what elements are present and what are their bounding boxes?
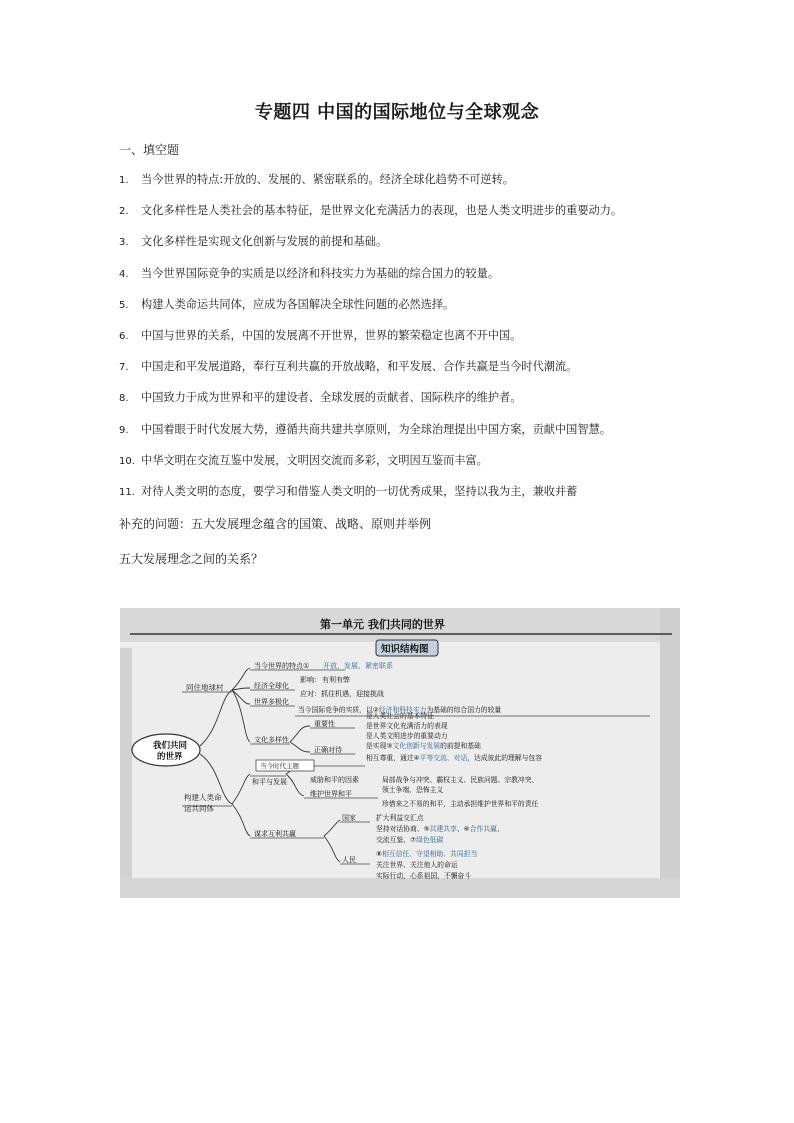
item-number: 8.	[119, 393, 129, 405]
response-text: 应对：抓住机遇，迎接挑战	[300, 690, 384, 698]
correct-1-prefix: 是实现③	[366, 742, 393, 750]
item-text: 中国着眼于时代发展大势，遵循共商共建共享原则，为全球治理提出中国方案，贡献中国智慧。	[141, 422, 611, 436]
importance-3: 是人类文明进步的重要动力	[366, 732, 448, 740]
branch-community-line1: 构建人类命	[184, 793, 222, 802]
competition-suffix: 为基础的综合国力的较量	[426, 706, 502, 714]
multipolar-node: 世界多极化	[254, 698, 289, 706]
item-number: 3.	[119, 237, 129, 249]
svg-text:是实现③文化创新与发展的前提和基础	[366, 741, 481, 750]
nation-3-prefix: 交流互鉴、⑦	[376, 836, 417, 844]
item-number: 9.	[119, 424, 129, 436]
branch-global-village: 同住地球村	[186, 683, 224, 692]
item-number: 6.	[119, 330, 129, 342]
people-1-answer: 相互信任、守望相助、共同担当	[382, 850, 478, 858]
influence-label: 影响：	[300, 676, 321, 684]
item-text: 中国走和平发展道路，奉行互利共赢的开放战略，和平发展、合作共赢是当今时代潮流。	[141, 360, 578, 374]
list-item	[119, 172, 679, 203]
item-text: 当今世界的特点:开放的、发展的、紧密联系的。经济全球化趋势不可逆转。	[141, 173, 514, 186]
nation-2-mid: 、⑥	[456, 825, 470, 833]
nation-2-answer-a: 共建共享	[429, 825, 457, 833]
importance-node: 重要性	[314, 720, 335, 728]
nation-2-answer-b: 合作共赢	[469, 825, 497, 833]
maintain-peace-node: 维护世界和平	[310, 790, 352, 798]
item-number: 5.	[119, 299, 129, 311]
unit-title: 第一单元 我们共同的世界	[320, 618, 445, 631]
world-features-answer: 开放、发展、紧密联系	[323, 662, 393, 670]
threat-node: 威胁和平的因素	[310, 776, 359, 784]
list-item	[119, 297, 679, 328]
structure-banner: 知识结构图	[381, 644, 429, 655]
supplement-question: 补充的问题：五大发展理念蕴含的国策、战略、原则并举例	[119, 517, 432, 531]
knowledge-map-photo	[120, 608, 680, 898]
item-number: 7.	[119, 362, 129, 374]
nation-1: 扩大利益交汇点	[376, 814, 424, 822]
list-item	[119, 328, 679, 359]
nation-2-prefix: 坚持对话协商、⑤	[376, 825, 430, 833]
correct-1-answer: 文化创新与发展	[392, 742, 441, 750]
item-text: 文化多样性是实现文化创新与发展的前提和基础。	[141, 235, 388, 249]
item-number: 10.	[119, 455, 135, 467]
nation-3-answer: 绿色低碳	[416, 836, 444, 844]
nation-node: 国家	[342, 814, 356, 822]
root-node-line1: 我们共同	[153, 741, 188, 751]
mutual-benefit-node: 谋求互利共赢	[254, 830, 296, 838]
world-features-label: 当今世界的特点①	[254, 662, 310, 670]
list-item	[119, 422, 679, 453]
list-item	[119, 234, 679, 265]
correct-2-suffix: ，达成彼此的理解与包容	[467, 754, 543, 762]
section-heading: 一、填空题	[119, 143, 180, 157]
item-number: 11.	[119, 486, 135, 498]
svg-text:⑧相互信任、守望相助、共同担当	[376, 849, 477, 858]
item-number: 1.	[119, 175, 129, 186]
competition-answer: 经济和科技实力	[378, 706, 427, 714]
item-text: 中华文明在交流互鉴中发展，文明因交流而多彩，文明因互鉴而丰富。	[141, 453, 488, 467]
item-text: 当今世界国际竞争的实质是以经济和科技实力为基础的综合国力的较量。	[141, 266, 500, 280]
influence-answer: 有利有弊	[322, 676, 350, 684]
item-text: 中国与世界的关系，中国的发展离不开世界，世界的繁荣稳定也离不开中国。	[141, 328, 522, 342]
list-item	[119, 359, 679, 390]
list-item	[119, 453, 679, 484]
list-item	[119, 203, 679, 234]
maintain-peace-text: 珍惜来之不易的和平，主动承担维护世界和平的责任	[382, 800, 539, 808]
peace-development-node: 和平与发展	[252, 778, 287, 786]
threat-text-1: 局部战争与冲突、霸权主义、民族问题、宗教冲突、	[382, 776, 539, 784]
correct-2-answer: 平等交流、对话	[419, 754, 468, 762]
importance-1: 是人类社会的基本特征	[366, 712, 434, 720]
item-text: 中国致力于成为世界和平的建设者、全球发展的贡献者、国际秩序的维护者。	[141, 391, 522, 405]
page-title: 专题四 中国的国际地位与全球观念	[254, 102, 540, 123]
list-item	[119, 484, 679, 515]
relationship-question: 五大发展理念之间的关系？	[119, 552, 264, 566]
people-3: 实际行动，心系祖国，不懈奋斗	[376, 872, 472, 880]
svg-text:相互尊重，通过④平等交流、对话，达成彼此的理解与包容	[366, 753, 542, 763]
item-text: 对待人类文明的态度，要学习和借鉴人类文明的一切优秀成果，坚持以我为主，兼收并蓄	[141, 484, 578, 498]
svg-text:坚持对话协商、⑤共建共享、⑥合作共赢、	[376, 824, 504, 833]
diversity-node: 文化多样性	[254, 736, 289, 744]
competition-prefix: 当今国际竞争的实质，以②	[298, 706, 379, 714]
item-number: 4.	[119, 268, 129, 280]
branch-community-line2: 运共同体	[184, 804, 214, 813]
people-2: 关注世界、关注他人的命运	[376, 861, 458, 869]
root-node-line2: 的世界	[157, 752, 183, 762]
list-item	[119, 390, 679, 421]
correct-2-prefix: 相互尊重，通过④	[366, 754, 420, 762]
people-1-prefix: ⑧	[376, 850, 383, 858]
svg-text:交流互鉴、⑦绿色低碳	[376, 835, 443, 844]
theme-box: 当今时代主题	[260, 762, 299, 770]
globalization-node: 经济全球化	[254, 682, 289, 690]
item-text: 文化多样性是人类社会的基本特征，是世界文化充满活力的表现，也是人类文明进步的重要动力。	[141, 204, 623, 218]
item-text: 构建人类命运共同体，应成为各国解决全球性问题的必然选择。	[141, 297, 455, 311]
correct-1-suffix: 的前提和基础	[440, 742, 481, 750]
importance-2: 是世界文化充满活力的表现	[366, 722, 448, 730]
list-item	[119, 266, 679, 297]
correct-attitude-node: 正确对待	[314, 746, 342, 754]
item-number: 2.	[119, 206, 129, 218]
fill-in-list	[119, 172, 679, 515]
nation-2-suffix: 、	[496, 825, 504, 833]
people-node: 人民	[342, 856, 356, 864]
threat-text-2: 领土争端、恐怖主义	[382, 786, 444, 794]
